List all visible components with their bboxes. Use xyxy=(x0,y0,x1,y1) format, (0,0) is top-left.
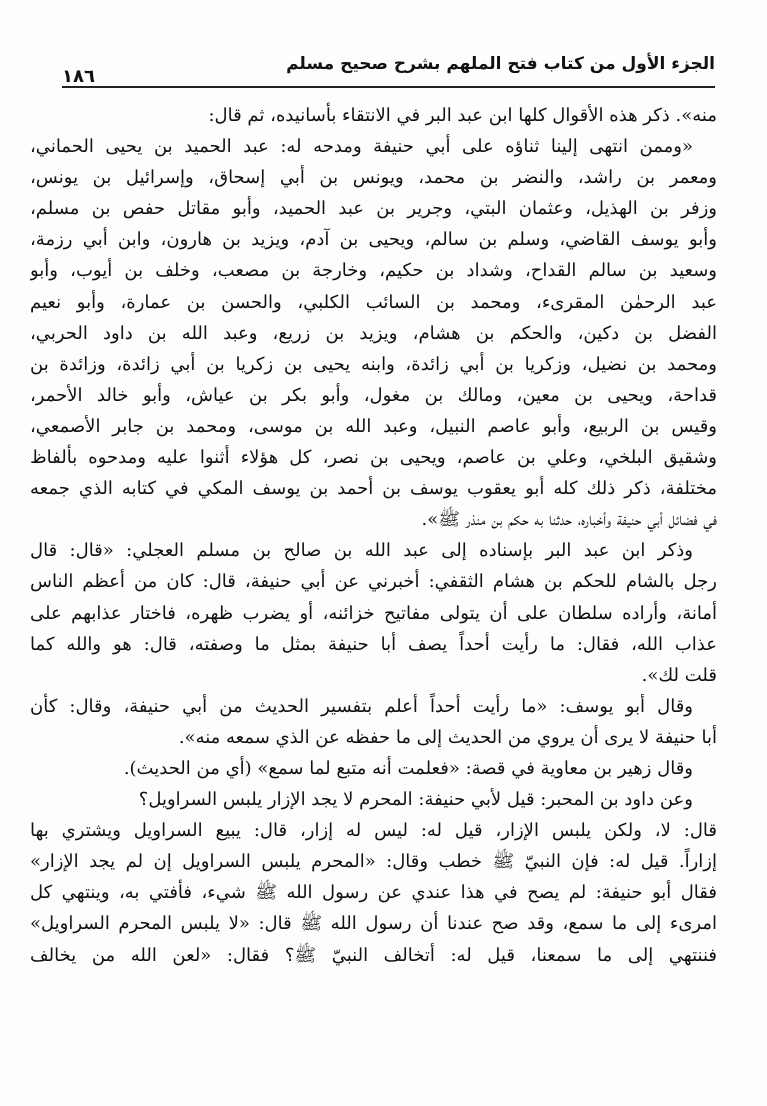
text-line: الفضل بن دكين، والحكم بن هشام، ويزيد بن زريع، وعبد الله بن داود الحربي، xyxy=(30,322,717,344)
text-line: وأبو يوسف القاضي، وسلم بن سالم، ويحيى بن آدم، ويزيد بن هارون، وابن أبي رزمة، xyxy=(30,229,717,251)
text-line: قال: لا، ولكن يلبس الإزار، قيل له: ليس له إزار، قال: يبيع السراويل ويشتري بها xyxy=(30,820,717,842)
text-line: وسعيد بن سالم القداح، وشداد بن حكيم، وخارجة بن مصعب، وخلف بن أيوب، وأبو xyxy=(30,260,717,282)
text-line: مختلفة، ذكر ذلك كله أبو يعقوب يوسف بن أحمد بن يوسف المكي في كتابه الذي جمعه xyxy=(30,478,717,500)
text-line: وقال زهير بن معاوية في قصة: «فعلمت أنه متبع لما سمع» (أي من الحديث). xyxy=(123,757,693,779)
text-line: أمانة، وأراده سلطان على أن يتولى مفاتيح خزائنه، أو يضرب ظهره، فاختار عذابهم على xyxy=(30,602,717,624)
text-line: رجل بالشام للحكم بن هشام الثقفي: أخبرني عن أبي حنيفة، قال: كان من أعظم الناس xyxy=(30,571,717,593)
text-line: عذاب الله، فقال: ما رأيت أحداً يصف أبا حنيفة بمثل ما وصفته، قال: هو والله كما xyxy=(30,633,717,655)
text-line: قداحة، ويحيى بن معين، ومالك بن مغول، وأبو بكر بن عياش، وأبو خالد الأحمر، xyxy=(30,384,717,406)
header-title: الجزء الأول من كتاب فتح الملهم بشرح صحيح مسلم xyxy=(286,54,715,74)
text-line: وعن داود بن المحبر: قيل لأبي حنيفة: المحرم لا يجد الإزار يلبس السراويل؟ xyxy=(138,789,693,811)
text-line: فقال أبو حنيفة: لم يصح في هذا عندي عن رسول الله ﷺ شيء، فأفتي به، وينتهي كل xyxy=(30,882,717,904)
page-number: ١٨٦ xyxy=(62,66,95,87)
text-line: فننتهي إلى ما سمعنا، قيل له: أتخالف النبيّ ﷺ؟ فقال: «لعن الله من يخالف xyxy=(30,944,717,966)
text-line: قلت لك». xyxy=(641,664,717,686)
page-body xyxy=(30,100,717,1098)
text-line: عبد الرحمٰن المقرىء، ومحمد بن السائب الكلبي، والحسن بن عمارة، وأبو نعيم xyxy=(30,291,717,313)
text-line: ومحمد بن نضيل، وزكريا بن أبي زائدة، وابنه يحيى بن زكريا بن أبي زائدة، وزائدة بن xyxy=(30,353,717,375)
text-line: وشقيق البلخي، وعلي بن عاصم، ويحيى بن نصر، كل هؤلاء أثنوا عليه ومدحوه بألفاظ xyxy=(30,447,717,469)
text-line: أبا حنيفة لا يرى أن يروي من الحديث إلى ما حفظه عن الذي سمعه منه». xyxy=(178,726,717,748)
text-line: امرىء إلى ما سمع، وقد صح عندنا أن رسول الله ﷺ قال: «لا يلبس المحرم السراويل» xyxy=(30,913,717,935)
text-line: إزاراً. قيل له: فإن النبيّ ﷺ خطب وقال: «المحرم يلبس السراويل إن لم يجد الإزار» xyxy=(30,851,717,873)
text-line: وقيس بن الربيع، وأبو عاصم النبيل، وعبد الله بن موسى، ومحمد بن جابر الأصمعي، xyxy=(30,415,717,437)
text-line: منه». ذكر هذه الأقوال كلها ابن عبد البر في الانتقاء بأسانيده، ثم قال: xyxy=(208,105,717,126)
text-line: وزفر بن الهذيل، وعثمان البتي، وجرير بن عبد الحميد، وأبو مقاتل حفص بن مسلم، xyxy=(30,198,717,220)
text-line: «وممن انتهى إلينا ثناؤه على أبي حنيفة ومدحه له: عبد الحميد بن يحيى الحماني، xyxy=(30,136,693,158)
header-divider xyxy=(62,86,715,88)
text-line: في فضائل أبي حنيفة وأخباره، حدثنا به حكم بن منذر ﷺ». xyxy=(421,509,717,531)
running-header xyxy=(62,48,715,88)
text-line: وذكر ابن عبد البر بإسناده إلى عبد الله بن صالح بن مسلم العجلي: «قال: قال xyxy=(30,540,693,562)
text-line: ومعمر بن راشد، والنضر بن محمد، ويونس بن أبي إسحاق، وإسرائيل بن يونس، xyxy=(30,167,717,189)
text-line: وقال أبو يوسف: «ما رأيت أحداً أعلم بتفسير الحديث من أبي حنيفة، وقال: كأن xyxy=(30,695,693,717)
